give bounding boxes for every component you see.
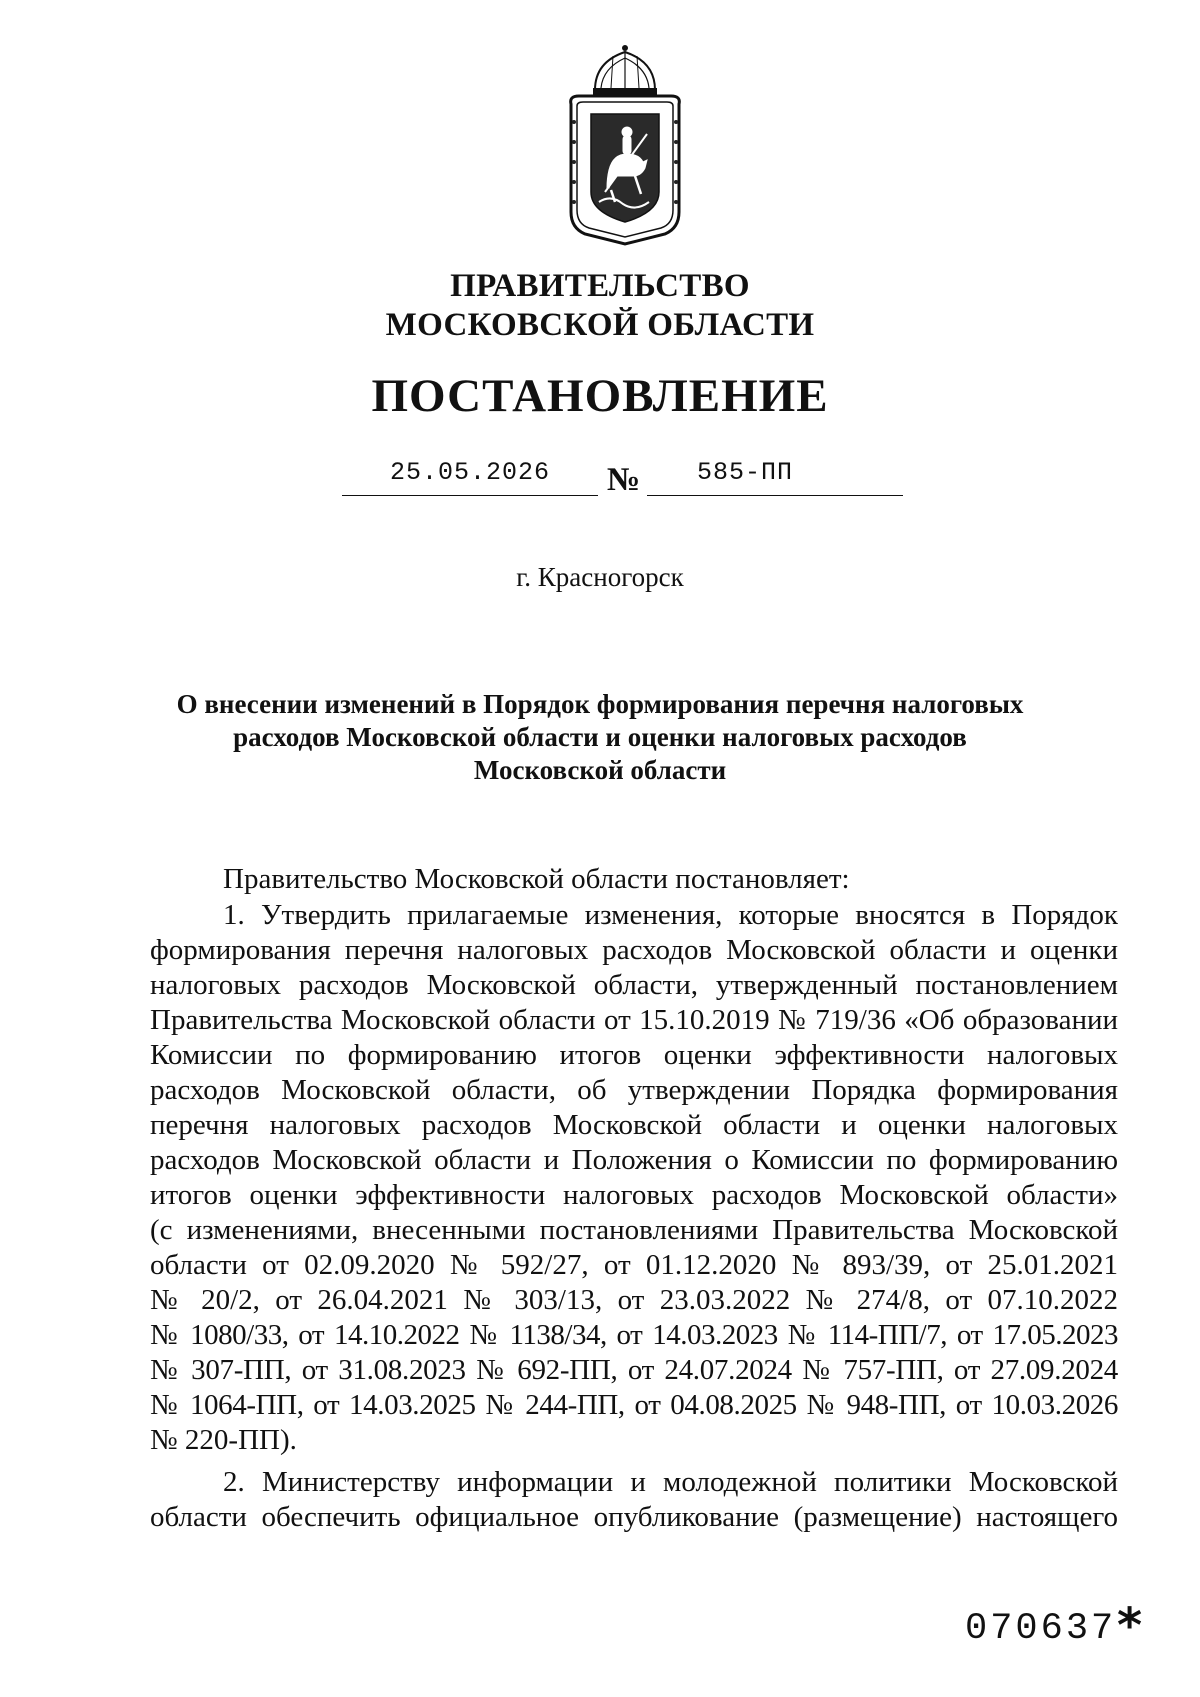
government-title-line1: ПРАВИТЕЛЬСТВО [450, 268, 750, 304]
document-subject [150, 688, 1050, 787]
body-line: формирования перечня налоговых расходов Московской области и оценки [150, 934, 1118, 966]
subject-line: расходов Московской области и оценки налоговых расходов [233, 722, 967, 752]
serial-number: 070637 [965, 1608, 1117, 1650]
body-line: 1. Утвердить прилагаемые изменения, которые вносятся в Порядок [223, 899, 1118, 931]
coat-of-arms-emblem [565, 42, 685, 247]
body-line: № 220-ПП). [150, 1424, 297, 1456]
document-type: ПОСТАНОВЛЕНИЕ [371, 370, 829, 422]
number-underline [647, 495, 903, 496]
body-line: (с изменениями, внесенными постановлениями Правительства Московской [150, 1214, 1118, 1246]
body-line: итогов оценки эффективности налоговых расходов Московской области» [150, 1179, 1118, 1211]
government-title-line2: МОСКОВСКОЙ ОБЛАСТИ [385, 307, 815, 343]
number-sign: № [607, 462, 641, 498]
body-line: № 307-ПП, от 31.08.2023 № 692-ПП, от 24.07.2024 № 757-ПП, от 27.09.2024 [150, 1354, 1118, 1386]
date-underline [342, 495, 598, 496]
body-line: № 1080/33, от 14.10.2022 № 1138/34, от 14.03.2023 № 114-ПП/7, от 17.05.2023 [150, 1319, 1118, 1351]
document-number: 585-ПП [697, 458, 794, 487]
body-line: 2. Министерству информации и молодежной политики Московской [223, 1466, 1118, 1498]
body-line: области обеспечить официальное опубликование (размещение) настоящего [150, 1501, 1118, 1533]
body-line: Комиссии по формированию итогов оценки эффективности налоговых [150, 1039, 1118, 1071]
serial-mark: * [1117, 1598, 1143, 1654]
subject-line: О внесении изменений в Порядок формирования перечня налоговых [176, 689, 1024, 719]
body-line: области от 02.09.2020 № 592/27, от 01.12.2020 № 893/39, от 25.01.2021 [150, 1249, 1118, 1281]
body-line: перечня налоговых расходов Московской области и оценки налоговых [150, 1109, 1118, 1141]
body-line: расходов Московской области, об утверждении Порядка формирования [150, 1074, 1118, 1106]
body-line: № 1064-ПП, от 14.03.2025 № 244-ПП, от 04.08.2025 № 948-ПП, от 10.03.2026 [150, 1389, 1118, 1421]
city-name: г. Красногорск [516, 562, 684, 592]
document-date: 25.05.2026 [390, 458, 551, 487]
subject-line: Московской области [473, 755, 727, 785]
body-line: Правительство Московской области постановляет: [223, 863, 850, 895]
body-line: Правительства Московской области от 15.10.2019 № 719/36 «Об образовании [150, 1004, 1118, 1036]
body-line: № 20/2, от 26.04.2021 № 303/13, от 23.03.2022 № 274/8, от 07.10.2022 [150, 1284, 1118, 1316]
body-line: налоговых расходов Московской области, утвержденный постановлением [150, 969, 1118, 1001]
body-line: расходов Московской области и Положения о Комиссии по формированию [150, 1144, 1118, 1176]
